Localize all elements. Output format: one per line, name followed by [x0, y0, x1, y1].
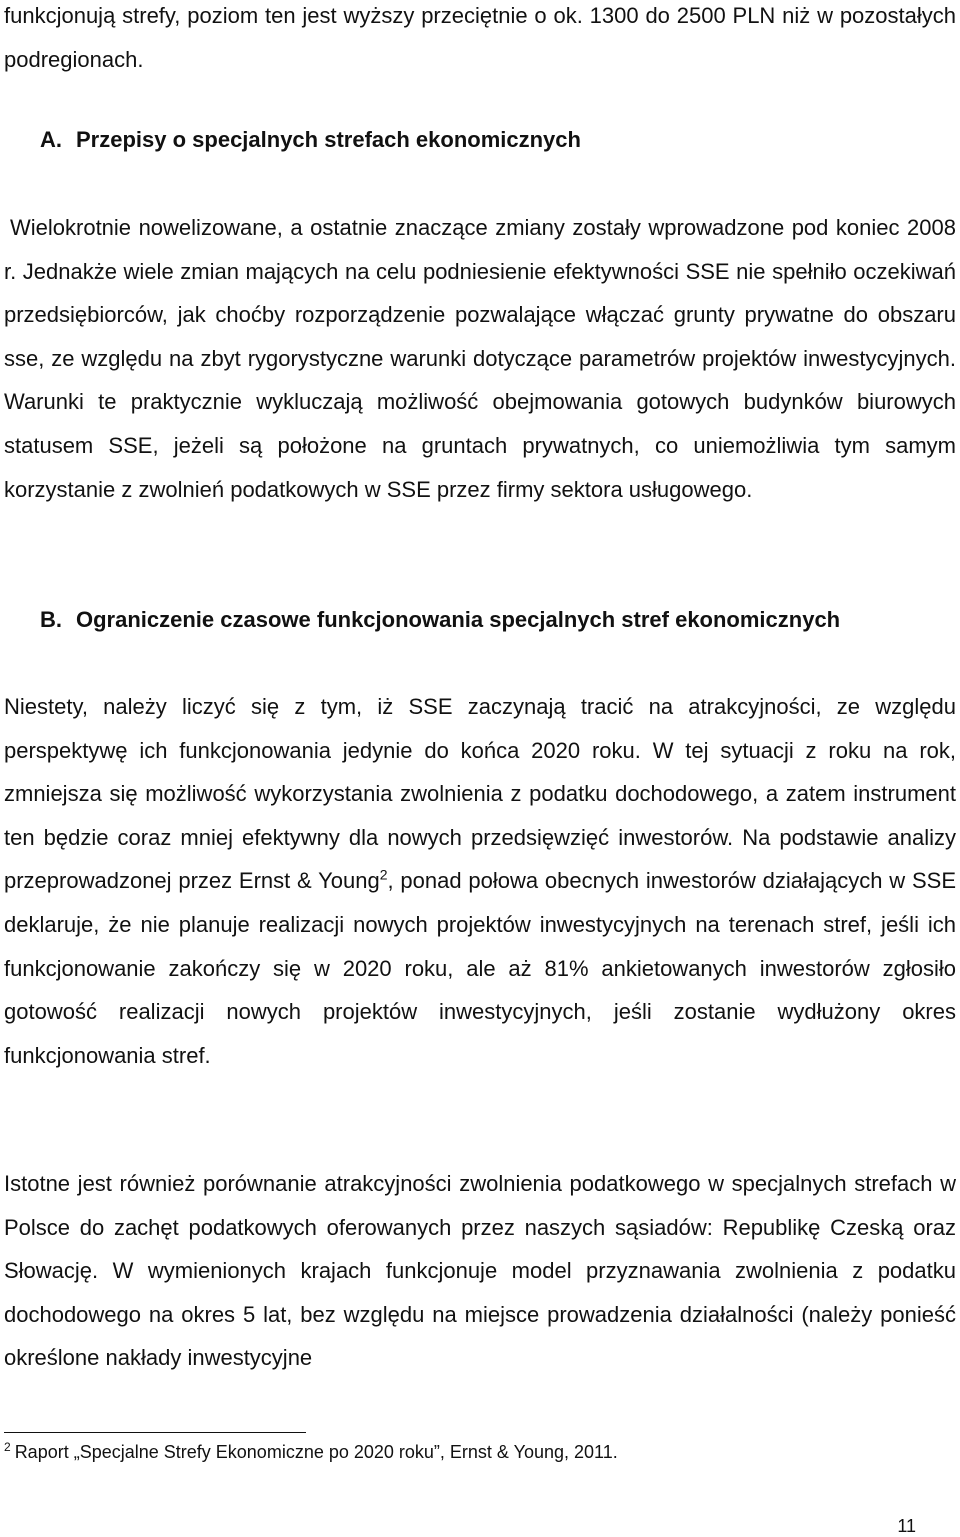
intro-paragraph: funkcjonują strefy, poziom ten jest wyższy przeciętnie o ok. 1300 do 2500 PLN niż w pozostałych podregionach. — [4, 3, 956, 72]
section-a-title: Przepisy o specjalnych strefach ekonomicznych — [76, 127, 581, 152]
section-a-paragraph — [4, 206, 956, 511]
section-a-marker: A. — [40, 127, 62, 152]
section-b-heading — [40, 605, 840, 635]
section-b-marker: B. — [40, 607, 62, 632]
page-number: 11 — [897, 1516, 916, 1536]
section-b-paragraph-2: Istotne jest również porównanie atrakcyjności zwolnienia podatkowego w specjalnych strefach w Polsce do zachęt podatkowych oferowanych przez naszych sąsiadów: Republikę Czeską oraz Słowację. W wymienionych krajach funkcjonuje model przyznawania zwolnienia z podatku dochodowego na okres 5 lat, bez względu na miejsce prowadzenia działalności (należy ponieść określone nakłady inwestycyjne — [4, 1171, 956, 1371]
section-a-heading — [40, 125, 581, 155]
footnote-text: Raport „Specjalne Strefy Ekonomiczne po 2020 roku”, Ernst & Young, 2011. — [14, 1442, 618, 1462]
footnote-number: 2 — [4, 1440, 11, 1454]
section-b-paragraph-part2: , ponad połowa obecnych inwestorów działających w SSE deklaruje, że nie planuje realizacji nowych projektów inwestycyjnych na terenach stref, jeśli ich funkcjonowanie zakończy się w 2020 roku, ale aż 81% ankietowanych inwestorów zgłosiło gotowość realizacji nowych projektów inwestycyjnych, jeśli zostanie wydłużony okres funkcjonowania stref. — [4, 868, 956, 1068]
section-b-paragraph — [4, 685, 956, 1077]
section-a-paragraph-text: Wielokrotnie nowelizowane, a ostatnie znaczące zmiany zostały wprowadzone pod koniec 2008 r. Jednakże wiele zmian mających na celu podniesienie efektywności SSE nie spełniło oczekiwań przedsiębiorców, jak choćby rozporządzenie pozwalające włączać grunty prywatne do obszaru sse, ze względu na zbyt rygorystyczne warunki dotyczące parametrów projektów inwestycyjnych. Warunki te praktycznie wykluczają możliwość obejmowania gotowych budynków biurowych statusem SSE, jeżeli są położone na gruntach prywatnych, co uniemożliwia tym samym korzystanie z zwolnień podatkowych w SSE przez firmy sektora usługowego. — [4, 215, 956, 502]
footnote-divider — [4, 1432, 306, 1433]
section-b-paragraph-part1: Niestety, należy liczyć się z tym, iż SSE zaczynają tracić na atrakcyjności, ze względu perspektywę ich funkcjonowania jedynie do końca 2020 roku. W tej sytuacji z roku na rok, zmniejsza się możliwość wykorzystania zwolnienia z podatku dochodowego, a zatem instrument ten będzie coraz mniej efektywny dla nowych przedsięwzięć inwestorów. Na podstawie analizy przeprowadzonej przez Ernst & Young — [4, 694, 956, 894]
footnote — [4, 1440, 618, 1464]
section-b-title: Ograniczenie czasowe funkcjonowania specjalnych stref ekonomicznych — [76, 607, 841, 632]
footnote-reference[interactable]: 2 — [379, 867, 388, 884]
